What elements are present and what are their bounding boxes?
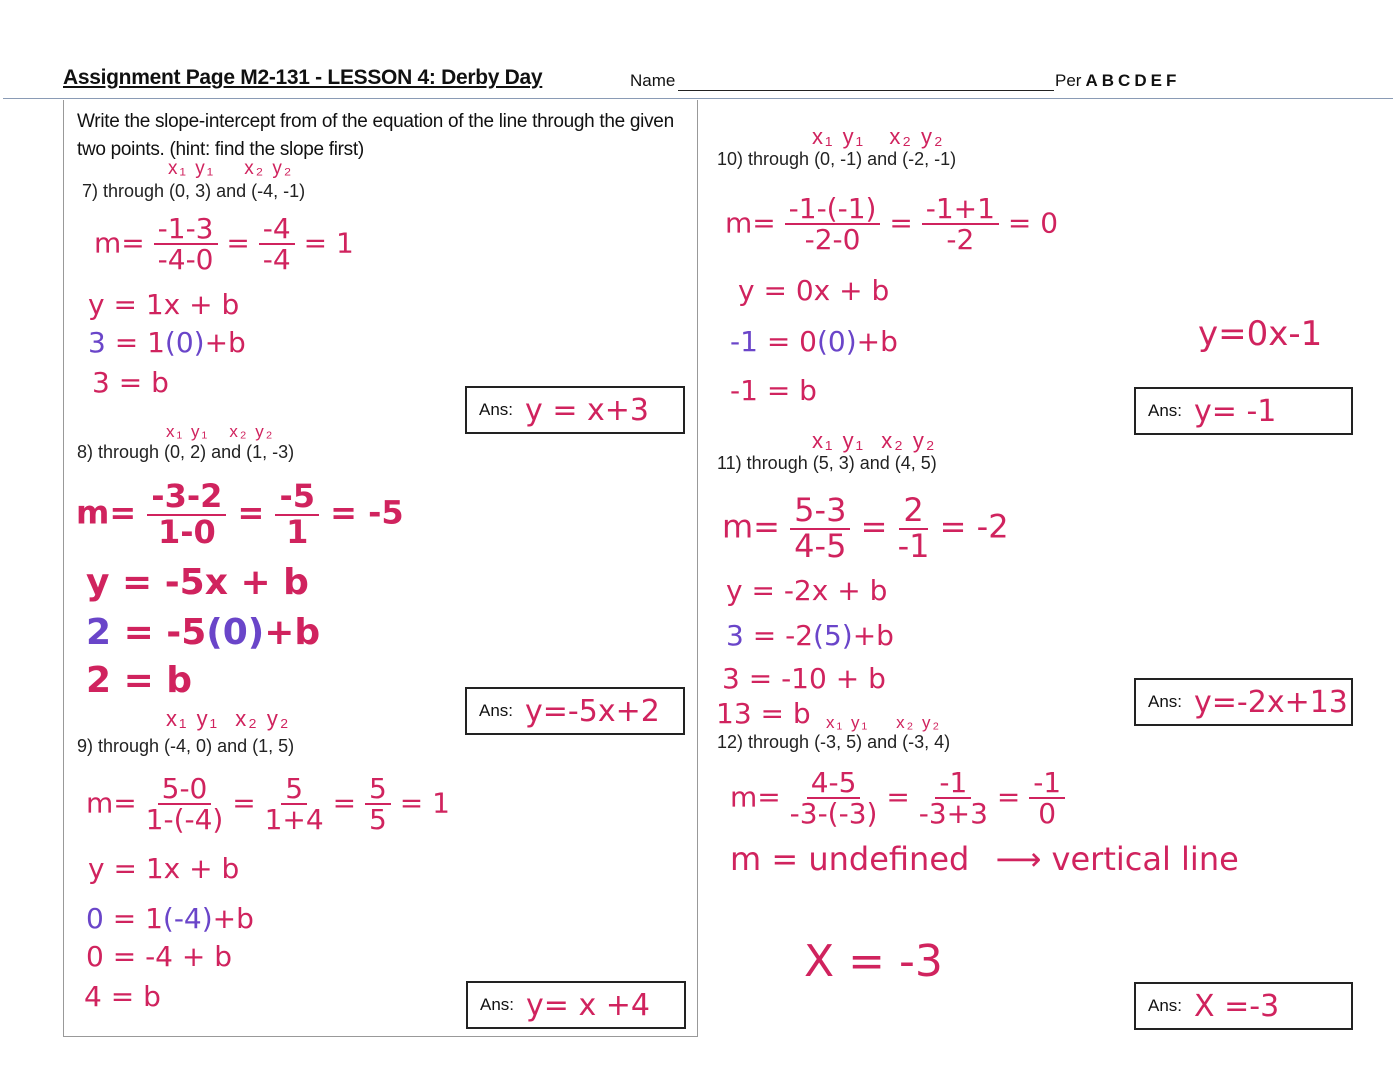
- coordinate-labels: [166, 422, 274, 442]
- numerator: -1: [1029, 768, 1065, 799]
- slope-fraction-simplified: [919, 768, 988, 829]
- problem-prompt: 7) through (0, 3) and (-4, -1): [82, 181, 306, 201]
- denominator: -4-0: [157, 243, 214, 277]
- slope-result: = 1: [303, 226, 354, 260]
- denominator: 0: [1038, 797, 1057, 831]
- answer-value: y= -1: [1194, 393, 1277, 429]
- slope-fraction: [154, 214, 218, 275]
- slope-lead: m=: [86, 786, 137, 820]
- denominator: 1+4: [264, 803, 324, 837]
- problem-prompt: 12) through (-3, 5) and (-3, 4): [717, 732, 951, 752]
- answer-label: Ans:: [1148, 692, 1183, 711]
- denominator: -3+3: [918, 797, 988, 831]
- slope-result: = -2: [939, 507, 1009, 546]
- answer-box[interactable]: [1134, 982, 1353, 1030]
- slope-work: m= $\frac{-1-(-1)}{-2-0}$ = $\frac{-1+1}{-2}$ = 0: [725, 192, 1059, 257]
- slope-fraction-simplified: [259, 214, 295, 275]
- slope-result: = 0: [1007, 206, 1059, 240]
- substituted-x: (0): [817, 325, 857, 358]
- denominator: 5: [368, 803, 387, 837]
- x2-label: x₂: [889, 124, 913, 149]
- x1-label: x₁: [166, 706, 189, 731]
- period-label: Per: [1055, 71, 1082, 90]
- slope-lead: m=: [730, 780, 781, 814]
- answer-label: Ans:: [1148, 996, 1183, 1015]
- numerator: -1+1: [922, 194, 999, 225]
- substituted-x: (-4): [162, 902, 213, 935]
- y1-label: y₁: [195, 158, 216, 179]
- answer-label: Ans:: [479, 400, 514, 419]
- name-label: Name: [630, 71, 676, 90]
- answer-box[interactable]: [1134, 678, 1353, 726]
- substituted-x: (0): [206, 612, 265, 653]
- side-note: X = -3: [804, 936, 943, 987]
- slope-fraction: [785, 194, 881, 255]
- y2-label: y₂: [912, 428, 937, 453]
- slope-result: = -5: [330, 493, 404, 532]
- y1-label: y₁: [190, 422, 210, 441]
- side-note: y=0x-1: [1198, 314, 1323, 354]
- slope-lead: m=: [725, 206, 776, 240]
- x1-label: x₁: [826, 713, 845, 732]
- denominator: 1-0: [157, 512, 216, 551]
- numerator: -5: [275, 480, 319, 516]
- substituted-y: 2: [86, 612, 112, 653]
- problem-prompt: 10) through (0, -1) and (-2, -1): [717, 149, 957, 169]
- work-step: 2 = b: [86, 660, 193, 701]
- numerator: -1-(-1): [785, 194, 881, 225]
- work-step: 4 = b: [84, 980, 161, 1013]
- work-step: 0 = -4 + b: [86, 940, 233, 973]
- slope-lead: m=: [76, 493, 137, 532]
- slope-fraction: [790, 768, 878, 829]
- answer-box[interactable]: [465, 687, 685, 735]
- substituted-x: (0): [164, 326, 205, 359]
- y1-label: y₁: [842, 428, 865, 453]
- slope-fraction-simplified: [265, 774, 324, 835]
- numerator: 5-0: [158, 774, 212, 805]
- y2-label: y₂: [266, 706, 291, 731]
- numerator: -1-3: [154, 214, 218, 245]
- slope-fraction: [147, 477, 226, 551]
- slope-fraction: [146, 774, 224, 835]
- slope-result: = 1: [399, 786, 450, 820]
- answer-value: X =-3: [1194, 988, 1280, 1024]
- work-step: 3 = -10 + b: [722, 662, 886, 695]
- work-step: y = -5x + b: [86, 562, 309, 603]
- answer-box[interactable]: [1134, 387, 1353, 435]
- work-step: 2 = -5(0)+b: [86, 612, 321, 653]
- work-step: -1 = b: [730, 374, 817, 407]
- slope-work: m= $\frac{5-0}{1-(-4)}$ = $\frac{5}{1+4}$ = $\frac{5}{5}$ = 1: [86, 772, 450, 837]
- numerator: 5: [281, 774, 307, 805]
- work-step: 0 = 1(-4)+b: [86, 902, 254, 935]
- slope-work: m= $\frac{-3-2}{1-0}$ = $\frac{-5}{1}$ = -5: [76, 477, 404, 551]
- work-step: y = 1x + b: [88, 852, 240, 885]
- y2-label: y₂: [272, 158, 294, 179]
- x1-label: x₁: [168, 158, 188, 179]
- coordinate-labels: [812, 124, 945, 150]
- problem-prompt: 9) through (-4, 0) and (1, 5): [77, 736, 295, 756]
- denominator: 1-(-4): [145, 803, 224, 837]
- numerator: 5-3: [790, 494, 850, 530]
- period-option-f[interactable]: F: [1165, 71, 1177, 90]
- instructions: Write the slope-intercept from of the equation of the line through the given two points. (hint: find the slope first): [77, 111, 674, 160]
- y2-label: y₂: [921, 124, 945, 149]
- numerator: 5: [365, 774, 391, 805]
- work-step: y = 0x + b: [738, 274, 890, 307]
- slope-fraction-simplified: [922, 194, 999, 255]
- y1-label: y₁: [842, 124, 865, 149]
- problem-prompt: 8) through (0, 2) and (1, -3): [77, 442, 295, 462]
- numerator: 2: [899, 494, 927, 530]
- substituted-y: 3: [726, 619, 744, 652]
- y1-label: y₁: [850, 713, 870, 732]
- slope-lead: m=: [722, 507, 780, 546]
- slope-fraction-reduced: [365, 774, 391, 835]
- work-step: 3 = -2(5)+b: [726, 619, 894, 652]
- work-step: -1 = 0(0)+b: [730, 325, 898, 358]
- slope-fraction: [790, 491, 850, 565]
- coordinate-labels: [812, 428, 936, 454]
- y1-label: y₁: [196, 706, 219, 731]
- numerator: -1: [935, 768, 971, 799]
- denominator: -1: [897, 526, 930, 565]
- answer-box[interactable]: [466, 981, 686, 1029]
- slope-work: m= $\frac{-1-3}{-4-0}$ = $\frac{-4}{-4}$ = 1: [94, 212, 354, 277]
- slope-work: m= $\frac{4-5}{-3-(-3)}$ = $\frac{-1}{-3+3}$ = $\frac{-1}{0}$: [730, 768, 1065, 829]
- period-selector: [1055, 71, 1176, 91]
- x2-label: x₂: [229, 422, 249, 441]
- slope-fraction-simplified: [897, 491, 930, 565]
- header-divider: [3, 98, 1393, 99]
- x1-label: x₁: [812, 124, 835, 149]
- answer-label: Ans:: [1148, 401, 1183, 420]
- slope-fraction-reduced: [1029, 768, 1065, 829]
- answer-value: y=-5x+2: [525, 693, 660, 729]
- numerator: -4: [259, 214, 295, 245]
- problem-prompt: 11) through (5, 3) and (4, 5): [717, 453, 937, 473]
- x1-label: x₁: [812, 428, 835, 453]
- y2-label: y₂: [921, 713, 942, 732]
- denominator: 1: [286, 512, 309, 551]
- name-field-line[interactable]: [678, 90, 1054, 91]
- denominator: -2-0: [804, 223, 861, 257]
- undefined-slope-note: m = undefined: [730, 840, 970, 878]
- answer-value: y= x +4: [526, 987, 650, 1023]
- work-step: 13 = b: [716, 697, 811, 730]
- x2-label: x₂: [881, 428, 905, 453]
- answer-value: y=-2x+13: [1194, 684, 1348, 720]
- x2-label: x₂: [896, 713, 916, 732]
- answer-value: y = x+3: [525, 392, 649, 428]
- x2-label: x₂: [244, 158, 266, 179]
- denominator: -4: [262, 243, 291, 277]
- denominator: -2: [946, 223, 975, 257]
- substituted-y: -1: [730, 325, 758, 358]
- work-step: y = 1x + b: [88, 288, 240, 321]
- coordinate-labels: [166, 706, 290, 732]
- work-step: [730, 840, 1239, 878]
- y2-label: y₂: [255, 422, 275, 441]
- substituted-y: 0: [86, 902, 104, 935]
- page-title: Assignment Page M2-131 - LESSON 4: Derby Day: [63, 66, 543, 89]
- work-step: y = -2x + b: [726, 574, 888, 607]
- period-option-c[interactable]: C: [1118, 71, 1131, 90]
- substituted-x: (5): [813, 619, 853, 652]
- numerator: -3-2: [147, 480, 226, 516]
- slope-lead: m=: [94, 226, 145, 260]
- slope-work: m= $\frac{5-3}{4-5}$ = $\frac{2}{-1}$ = -2: [722, 491, 1009, 565]
- period-option-d[interactable]: D: [1134, 71, 1147, 90]
- numerator: 4-5: [807, 768, 861, 799]
- vertical-line-note: ⟶ vertical line: [995, 840, 1239, 878]
- denominator: 4-5: [794, 526, 847, 565]
- work-step: 3 = b: [92, 366, 169, 399]
- substituted-y: 3: [88, 326, 106, 359]
- x2-label: x₂: [235, 706, 259, 731]
- coordinate-labels: [826, 713, 941, 733]
- denominator: -3-(-3): [789, 797, 878, 831]
- period-option-a[interactable]: A: [1085, 71, 1098, 90]
- period-option-e[interactable]: E: [1150, 71, 1162, 90]
- answer-label: Ans:: [479, 701, 514, 720]
- x1-label: x₁: [166, 422, 185, 441]
- work-step: 3 = 1(0)+b: [88, 326, 246, 359]
- answer-box[interactable]: [465, 386, 685, 434]
- slope-fraction-simplified: [275, 477, 319, 551]
- period-option-b[interactable]: B: [1101, 71, 1115, 90]
- answer-label: Ans:: [480, 995, 515, 1014]
- coordinate-labels: [168, 158, 293, 180]
